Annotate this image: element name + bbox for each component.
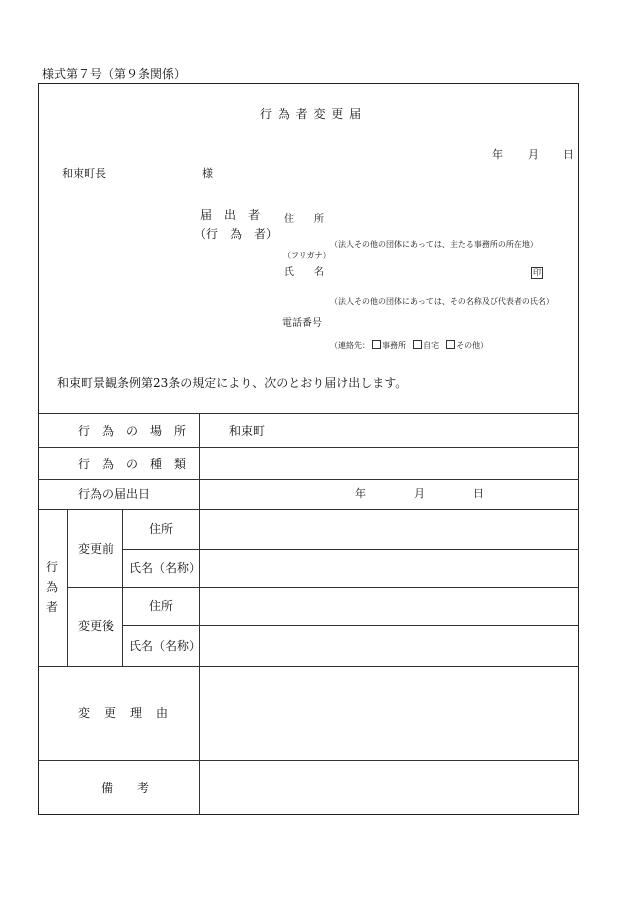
form-number-label: 様式第７号（第９条関係） <box>42 67 187 81</box>
notify-date-year[interactable]: 年 <box>355 487 366 500</box>
after-address-label: 住所 <box>149 599 174 613</box>
furigana-label: （フリガナ） <box>283 251 331 260</box>
contact-home: 自宅 <box>423 341 440 350</box>
after-label: 変更後 <box>78 619 115 633</box>
row-divider <box>38 479 579 480</box>
before-address-field[interactable] <box>200 510 578 548</box>
remarks-field[interactable] <box>200 761 578 814</box>
type-label: 行 為 の 種 類 <box>78 457 187 471</box>
reason-field[interactable] <box>200 667 578 759</box>
contact-office: 事務所 <box>382 341 406 350</box>
place-label: 行 為 の 場 所 <box>78 424 187 438</box>
after-address-field[interactable] <box>200 588 578 624</box>
column-divider <box>122 509 123 666</box>
phone-label: 電話番号 <box>282 318 322 329</box>
actor-vertical-label <box>45 557 59 617</box>
notify-date-month[interactable]: 月 <box>414 487 425 500</box>
addressee-honorific: 様 <box>202 167 213 180</box>
before-label: 変更前 <box>78 542 115 556</box>
place-value[interactable]: 和束町 <box>229 424 266 438</box>
actor-label-text: 行為者 <box>45 560 58 614</box>
before-address-label: 住所 <box>149 522 174 536</box>
reason-label: 変 更 理 由 <box>78 706 170 720</box>
notify-date-label: 行為の届出日 <box>78 487 151 501</box>
date-month[interactable]: 月 <box>528 148 539 161</box>
name-note: （法人その他の団体にあっては、その名称及び代表者の氏名） <box>330 297 554 306</box>
after-name-label: 氏名（名称） <box>129 639 202 653</box>
address-label: 住 所 <box>284 214 324 225</box>
date-day[interactable]: 日 <box>563 148 574 161</box>
other-checkbox[interactable] <box>446 340 455 349</box>
applicant-label: 届 出 者 <box>200 208 261 222</box>
column-divider <box>67 509 68 666</box>
statement-text: 和束町景観条例第23条の規定により、次のとおり届け出します。 <box>57 376 408 390</box>
contact-other: その他） <box>456 341 489 350</box>
seal-mark: 印 <box>533 268 541 277</box>
office-checkbox[interactable] <box>372 340 381 349</box>
home-checkbox[interactable] <box>413 340 422 349</box>
before-name-label: 氏名（名称） <box>129 561 202 575</box>
row-divider <box>38 413 579 414</box>
before-name-field[interactable] <box>200 550 578 586</box>
date-year[interactable]: 年 <box>492 148 503 161</box>
form-title: 行 為 者 変 更 届 <box>260 107 363 121</box>
actor-sublabel: （行 為 者） <box>194 227 279 241</box>
contact-prefix: （連絡先： <box>330 341 370 350</box>
type-value-field[interactable] <box>200 448 578 478</box>
notify-date-day[interactable]: 日 <box>473 487 484 500</box>
remarks-label: 備 考 <box>101 781 150 795</box>
address-note: （法人その他の団体にあっては、主たる事務所の所在地） <box>330 240 538 249</box>
contact-line <box>330 340 488 350</box>
after-name-field[interactable] <box>200 626 578 665</box>
name-label: 氏 名 <box>284 267 324 278</box>
addressee-name: 和束町長 <box>62 167 106 180</box>
